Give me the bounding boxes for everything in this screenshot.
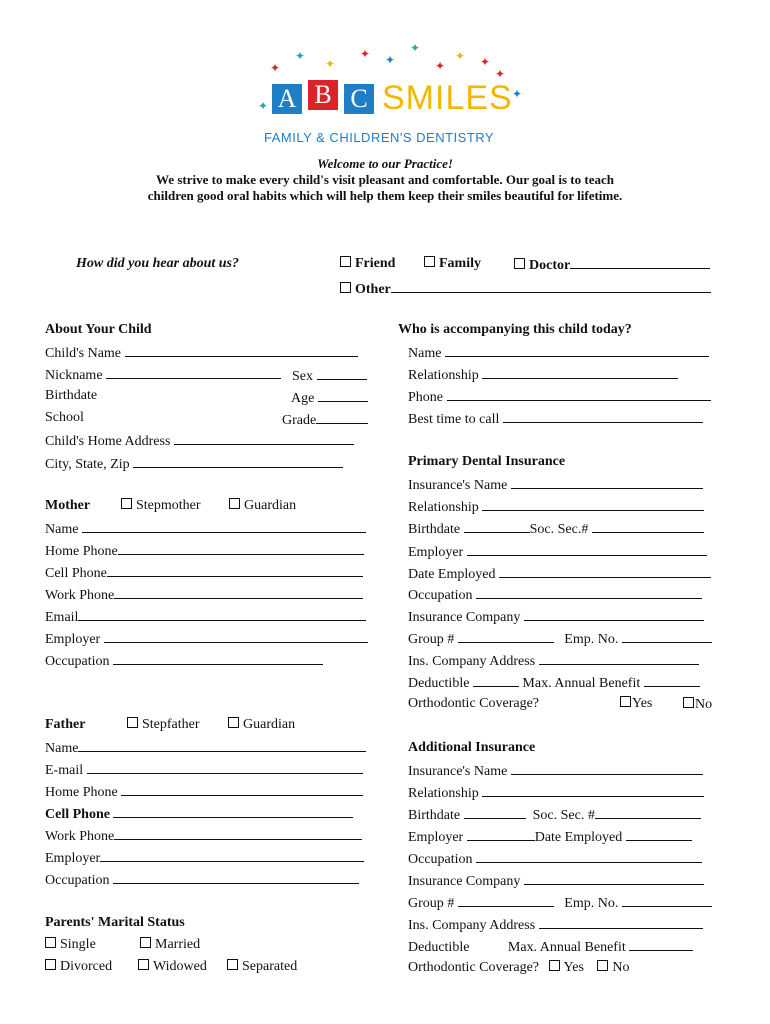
stepmother-option[interactable] (121, 497, 201, 515)
field[interactable] (482, 783, 704, 797)
marital-widowed[interactable] (138, 958, 207, 976)
label: Insurance Company (408, 610, 521, 625)
field[interactable] (622, 629, 712, 643)
referral-other[interactable] (340, 279, 711, 299)
label: Ins. Company Address (408, 654, 536, 669)
mother-work-phone-row[interactable] (45, 585, 363, 605)
field[interactable] (447, 387, 711, 401)
label: Birthdate (408, 808, 461, 823)
father-cell-phone-row[interactable] (45, 804, 353, 824)
sparkle-icon: ✦ (258, 99, 269, 113)
label: Emp. No. (564, 632, 619, 647)
label: Stepfather (142, 717, 200, 732)
logo-tagline: FAMILY & CHILDREN'S DENTISTRY (264, 130, 495, 145)
label: Name (45, 741, 79, 756)
mother-heading: Mother (45, 498, 91, 513)
checkbox[interactable] (140, 937, 151, 948)
label: Soc. Sec.# (529, 522, 589, 537)
sparkle-icon: ✦ (360, 47, 371, 61)
field[interactable] (445, 343, 709, 357)
father-name-row[interactable] (45, 738, 366, 758)
label: Child's Name (45, 346, 122, 361)
sparkle-icon: ✦ (295, 49, 306, 63)
label: Work Phone (45, 588, 115, 603)
pri-birthdate-row[interactable] (408, 519, 704, 539)
pri-relationship-row[interactable] (408, 497, 704, 517)
label: Home Phone (45, 544, 118, 559)
checkbox[interactable] (138, 959, 149, 970)
label: Occupation (45, 873, 110, 888)
label: Soc. Sec. # (532, 808, 595, 823)
label: Relationship (408, 500, 479, 515)
referral-family[interactable] (424, 255, 481, 273)
sparkle-icon: ✦ (385, 53, 396, 67)
label: Date Employed (534, 830, 623, 845)
field[interactable] (595, 805, 701, 819)
label: Work Phone (45, 829, 115, 844)
father-guardian-option[interactable] (228, 716, 295, 734)
checkbox-no[interactable] (597, 960, 608, 971)
child-name-row[interactable] (45, 343, 358, 363)
home-address-row[interactable] (45, 431, 354, 451)
field[interactable] (467, 827, 535, 841)
pri-occupation-row[interactable] (408, 585, 702, 605)
field[interactable] (626, 827, 692, 841)
pri-employer-row[interactable] (408, 542, 707, 562)
label: Age (291, 391, 315, 406)
father-employer-row[interactable] (45, 848, 364, 868)
pri-deductible-row[interactable] (408, 673, 700, 693)
doctor-field[interactable] (570, 255, 710, 269)
label: Group # (408, 896, 455, 911)
primary-heading: Primary Dental Insurance (408, 454, 566, 469)
marital-heading: Parents' Marital Status (45, 915, 185, 930)
additional-heading: Additional Insurance (408, 740, 536, 755)
field[interactable] (539, 651, 699, 665)
pri-company-row[interactable] (408, 607, 704, 627)
label: Best time to call (408, 412, 500, 427)
marital-married[interactable] (140, 936, 200, 954)
sparkle-icon: ✦ (480, 55, 491, 69)
sparkle-icon: ✦ (512, 87, 523, 101)
add-relationship-row[interactable] (408, 783, 704, 803)
marital-separated[interactable] (227, 958, 297, 976)
label: Grade (282, 413, 317, 428)
field[interactable] (524, 607, 704, 621)
field[interactable] (78, 607, 366, 621)
age-field[interactable] (318, 388, 368, 402)
add-deductible-row[interactable] (408, 937, 693, 957)
city-row[interactable] (45, 454, 343, 474)
label: Married (155, 937, 201, 952)
label: Occupation (408, 588, 473, 603)
grade-row[interactable] (282, 410, 368, 430)
sex-row[interactable] (292, 366, 367, 386)
field[interactable] (592, 519, 704, 533)
checkbox[interactable] (45, 937, 56, 948)
nickname-row[interactable] (45, 365, 281, 385)
field[interactable] (644, 673, 700, 687)
mother-name-row[interactable] (45, 519, 366, 539)
field[interactable] (114, 826, 362, 840)
checkbox[interactable] (228, 717, 239, 728)
mother-home-phone-row[interactable] (45, 541, 364, 561)
father-home-phone-row[interactable] (45, 782, 363, 802)
label: City, State, Zip (45, 457, 130, 472)
checkbox[interactable] (127, 717, 138, 728)
checkbox[interactable] (227, 959, 238, 970)
add-birthdate-row[interactable] (408, 805, 701, 825)
label: No (612, 960, 630, 975)
label: Email (45, 610, 79, 625)
logo-block-b: B (308, 80, 338, 110)
label: Yes (563, 960, 584, 975)
label: No (695, 697, 713, 712)
field[interactable] (467, 542, 707, 556)
label: Employer (45, 632, 101, 647)
add-ortho-row[interactable] (408, 959, 630, 977)
label: Employer (45, 851, 101, 866)
field[interactable] (78, 738, 366, 752)
child-name-field[interactable] (125, 343, 358, 357)
father-work-phone-row[interactable] (45, 826, 362, 846)
label: Emp. No. (564, 896, 619, 911)
label: Yes (632, 696, 653, 711)
label: Stepmother (136, 498, 201, 513)
label: Relationship (408, 786, 479, 801)
field[interactable] (511, 475, 703, 489)
add-group-row[interactable] (408, 893, 712, 913)
field[interactable] (107, 563, 363, 577)
marital-single[interactable] (45, 936, 96, 954)
label: Divorced (60, 959, 113, 974)
checkbox[interactable] (229, 498, 240, 509)
sparkle-icon: ✦ (410, 41, 421, 55)
field[interactable] (473, 673, 519, 687)
logo-word: SMILES (382, 79, 513, 117)
pri-date-employed-row[interactable] (408, 564, 711, 584)
pri-ortho-yes[interactable] (620, 695, 652, 713)
field[interactable] (622, 893, 712, 907)
checkbox[interactable] (340, 256, 351, 267)
add-employer-row[interactable] (408, 827, 692, 847)
label: Guardian (243, 717, 296, 732)
checkbox[interactable] (514, 258, 525, 269)
pri-group-row[interactable] (408, 629, 712, 649)
welcome-line-2: children good oral habits which will help them keep their smiles beautiful for lifetime. (147, 188, 623, 203)
checkbox[interactable] (340, 282, 351, 293)
field[interactable] (87, 760, 363, 774)
checkbox[interactable] (424, 256, 435, 267)
label: Name (408, 346, 442, 361)
acc-name-row[interactable] (408, 343, 709, 363)
label: Friend (355, 256, 396, 271)
field[interactable] (464, 519, 530, 533)
field[interactable] (113, 804, 353, 818)
field[interactable] (539, 915, 703, 929)
logo-block-a: A (272, 84, 302, 114)
welcome-line-1: We strive to make every child's visit pleasant and comfortable. Our goal is to teach (156, 172, 614, 187)
field[interactable] (113, 870, 359, 884)
checkbox[interactable] (620, 696, 631, 707)
field[interactable] (511, 761, 703, 775)
field[interactable] (464, 805, 526, 819)
logo-block-c: C (344, 84, 374, 114)
label: Deductible (408, 676, 470, 691)
field[interactable] (499, 564, 711, 578)
referral-question: How did you hear about us? (76, 256, 239, 271)
label: Insurance's Name (408, 478, 508, 493)
label: Employer (408, 545, 464, 560)
sparkle-icon: ✦ (325, 57, 336, 71)
label: Ins. Company Address (408, 918, 536, 933)
birthdate-label: Birthdate (45, 388, 98, 403)
nickname-field[interactable] (106, 365, 281, 379)
label: Family (439, 256, 481, 271)
referral-doctor[interactable] (514, 255, 710, 275)
label: Cell Phone (45, 807, 110, 822)
sex-field[interactable] (317, 366, 367, 380)
label: Home Phone (45, 785, 118, 800)
school-label: School (45, 410, 84, 425)
field[interactable] (524, 871, 704, 885)
acc-relationship-row[interactable] (408, 365, 678, 385)
pri-insured-row[interactable] (408, 475, 703, 495)
father-heading: Father (45, 717, 86, 732)
label: Single (60, 937, 96, 952)
label: Child's Home Address (45, 434, 171, 449)
field[interactable] (476, 585, 702, 599)
sparkle-icon: ✦ (435, 59, 446, 73)
field[interactable] (100, 848, 364, 862)
logo (250, 40, 530, 150)
stepfather-option[interactable] (127, 716, 200, 734)
label: Separated (242, 959, 298, 974)
field[interactable] (476, 849, 702, 863)
father-occupation-row[interactable] (45, 870, 359, 890)
mother-guardian-option[interactable] (229, 497, 296, 515)
label: Insurance's Name (408, 764, 508, 779)
field[interactable] (114, 585, 363, 599)
label: Orthodontic Coverage? (408, 960, 540, 975)
accompanying-heading: Who is accompanying this child today? (398, 322, 632, 337)
label: Phone (408, 390, 443, 405)
referral-friend[interactable] (340, 255, 395, 273)
label: Doctor (529, 258, 571, 273)
father-email-row[interactable] (45, 760, 363, 780)
field[interactable] (458, 629, 554, 643)
mother-employer-row[interactable] (45, 629, 368, 649)
add-occupation-row[interactable] (408, 849, 702, 869)
field[interactable] (82, 519, 366, 533)
label: Max. Annual Benefit (507, 940, 626, 955)
label: Name (45, 522, 79, 537)
field[interactable] (113, 651, 323, 665)
field[interactable] (104, 629, 368, 643)
add-company-address-row[interactable] (408, 915, 703, 935)
welcome-heading: Welcome to our Practice! (317, 156, 453, 171)
home-address-field[interactable] (174, 431, 354, 445)
add-insured-row[interactable] (408, 761, 703, 781)
sparkle-icon: ✦ (495, 67, 506, 81)
checkbox[interactable] (683, 697, 694, 708)
field[interactable] (458, 893, 554, 907)
label: Guardian (244, 498, 297, 513)
city-field[interactable] (133, 454, 343, 468)
age-row[interactable] (291, 388, 368, 408)
mother-email-row[interactable] (45, 607, 366, 627)
label: Date Employed (408, 567, 496, 582)
child-heading: About Your Child (45, 322, 152, 337)
sparkle-icon: ✦ (455, 49, 466, 63)
acc-best-time-row[interactable] (408, 409, 703, 429)
field[interactable] (503, 409, 703, 423)
add-company-row[interactable] (408, 871, 704, 891)
acc-phone-row[interactable] (408, 387, 711, 407)
mother-occupation-row[interactable] (45, 651, 323, 671)
label: Deductible (408, 940, 470, 955)
other-field[interactable] (391, 279, 711, 293)
pri-company-address-row[interactable] (408, 651, 699, 671)
label: Group # (408, 632, 455, 647)
checkbox-yes[interactable] (549, 960, 560, 971)
label: Widowed (153, 959, 207, 974)
grade-field[interactable] (316, 410, 368, 424)
label: Sex (292, 369, 313, 384)
field[interactable] (121, 782, 363, 796)
sparkle-icon: ✦ (270, 61, 281, 75)
label: Other (355, 282, 391, 297)
field[interactable] (118, 541, 364, 555)
pri-ortho-no[interactable] (683, 696, 712, 714)
pri-ortho-label: Orthodontic Coverage? (408, 696, 540, 711)
checkbox[interactable] (121, 498, 132, 509)
field[interactable] (629, 937, 693, 951)
label: Occupation (408, 852, 473, 867)
label: Max. Annual Benefit (522, 676, 641, 691)
label: Occupation (45, 654, 110, 669)
label: Employer (408, 830, 464, 845)
label: Cell Phone (45, 566, 107, 581)
label: Relationship (408, 368, 479, 383)
field[interactable] (482, 365, 678, 379)
label: Birthdate (408, 522, 461, 537)
mother-cell-phone-row[interactable] (45, 563, 363, 583)
marital-divorced[interactable] (45, 958, 112, 976)
field[interactable] (482, 497, 704, 511)
checkbox[interactable] (45, 959, 56, 970)
label: Nickname (45, 368, 103, 383)
label: E-mail (45, 763, 84, 778)
label: Insurance Company (408, 874, 521, 889)
